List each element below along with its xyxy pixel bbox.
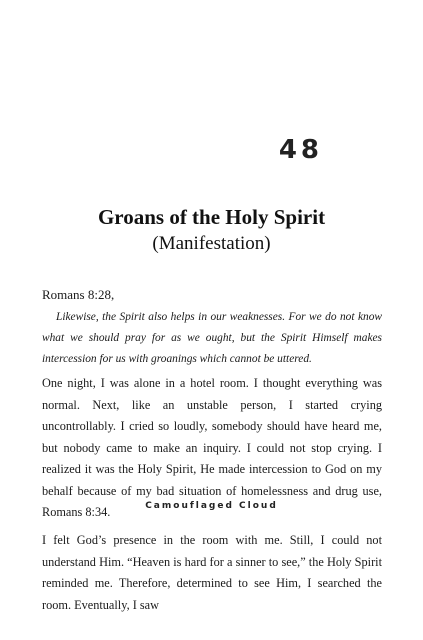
scripture-quote: Likewise, the Spirit also helps in our weaknesses. For we do not know what we should pray for as we ought, but the Spirit Himself makes intercession for us with groanings which cannot be uttered. [42, 311, 382, 365]
body-paragraph: One night, I was alone in a hotel room. I thought everything was normal. Next, like an unstable person, I started crying uncontrollably. I cried so loudly, somebody should have heard me, but nobody came to make an inquiry. I could not stop crying. I realized it was the Holy Spirit, He made intercession to God on my behalf because of my bad situation of homelessness and drug use, Romans 8:34. [42, 376, 382, 519]
chapter-subtitle: (Manifestation) [152, 233, 271, 254]
chapter-number: 48 [278, 135, 323, 165]
chapter-title: Groans of the Holy Spirit [97, 205, 326, 229]
scripture-reference: Romans 8:28, [42, 287, 115, 302]
section-heading: Camouflaged Cloud [145, 501, 278, 511]
body-paragraph: I felt God’s presence in the room with me. Still, I could not understand Him. “Heaven is hard for a sinner to see,” the Holy Spirit reminded me. Therefore, determined to see Him, I searched the room. Eventually, I saw [42, 533, 382, 612]
